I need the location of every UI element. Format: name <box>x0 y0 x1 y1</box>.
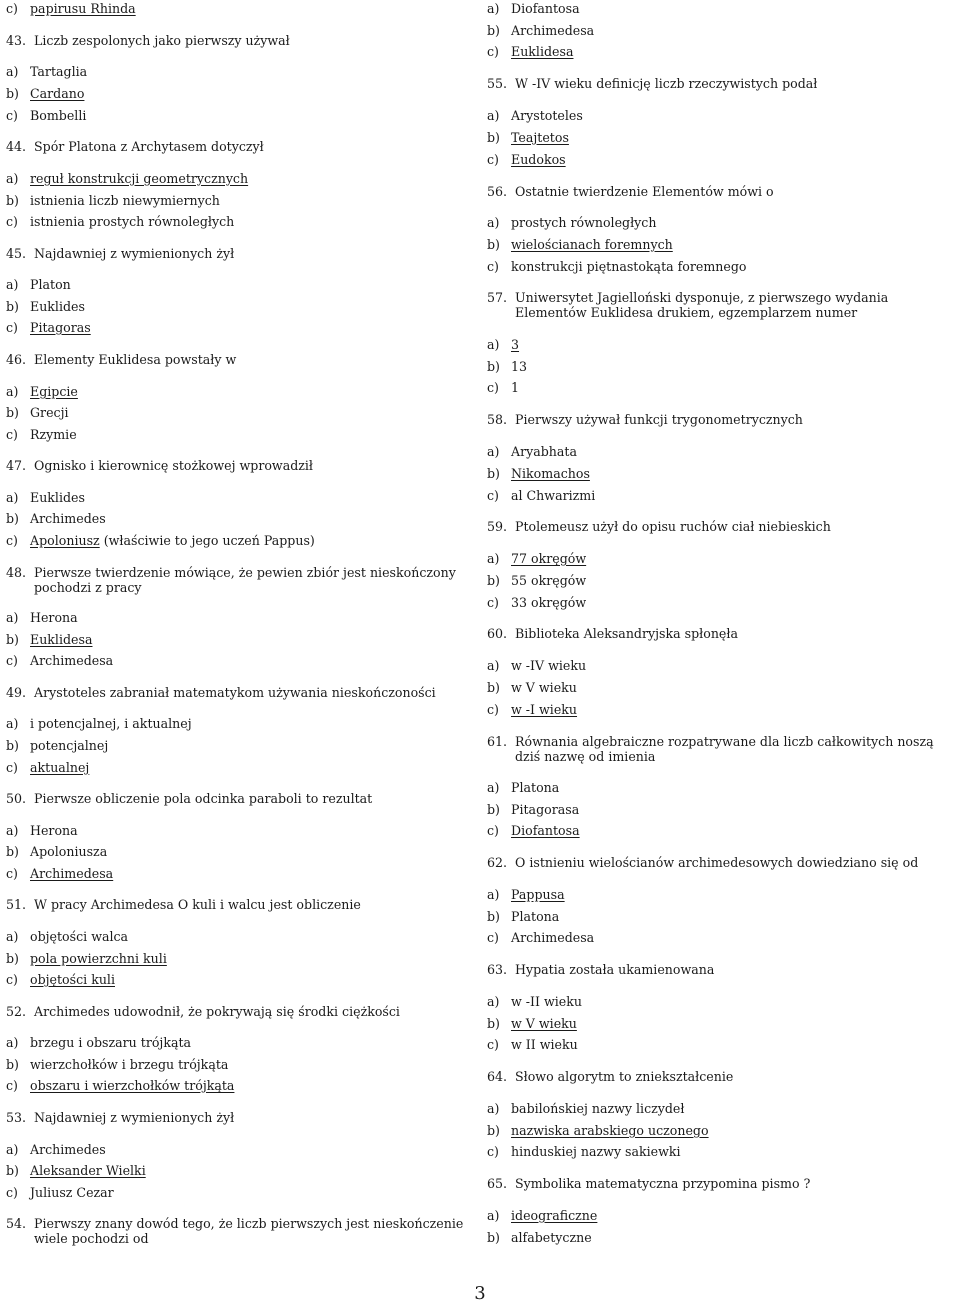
option <box>6 738 108 753</box>
option-letter: a) <box>487 1 500 16</box>
option <box>6 384 78 399</box>
question <box>6 565 468 595</box>
option-letter: a) <box>487 887 500 902</box>
option-text: Nikomachos <box>511 466 590 481</box>
option-text: Platona <box>511 909 560 924</box>
option-letter: b) <box>6 1163 19 1178</box>
option-letter: a) <box>487 658 500 673</box>
option-letter: c) <box>487 380 499 395</box>
option-text: brzegu i obszaru trójkąta <box>30 1035 192 1050</box>
option-text: Eudokos <box>511 152 566 167</box>
option-letter: c) <box>6 214 18 229</box>
option <box>6 320 91 335</box>
option-text: Diofantosa <box>511 823 580 838</box>
option <box>487 823 580 838</box>
option-text: hinduskiej nazwy sakiewki <box>511 1144 681 1159</box>
question-text: Słowo algorytm to zniekształcenie <box>515 1069 734 1084</box>
option-text: Euklidesa <box>30 632 93 647</box>
option-letter: a) <box>6 490 19 505</box>
option-text: Pappusa <box>511 887 565 902</box>
option-letter: a) <box>6 929 19 944</box>
question-number: 60. <box>487 626 508 641</box>
option <box>6 610 78 625</box>
option-text: 3 <box>511 337 520 352</box>
option-text: Archimedesa <box>30 653 114 668</box>
option <box>487 1208 597 1223</box>
question-number: 57. <box>487 290 508 305</box>
option-letter: a) <box>6 823 19 838</box>
option <box>6 214 234 229</box>
option <box>487 658 586 673</box>
option-text: Platona <box>511 780 560 795</box>
option-letter: b) <box>487 573 500 588</box>
option-text: potencjalnej <box>30 738 109 753</box>
option-letter: c) <box>6 1185 18 1200</box>
option-letter: c) <box>6 533 18 548</box>
option-letter: a) <box>487 444 500 459</box>
option-text: papirusu Rhinda <box>30 1 136 16</box>
option-text: Euklides <box>30 490 85 505</box>
question-number: 48. <box>6 565 27 580</box>
option-letter: c) <box>487 595 499 610</box>
question <box>6 685 436 700</box>
option-text: w -I wieku <box>511 702 578 717</box>
option-text: w V wieku <box>511 680 577 695</box>
option-text: 77 okręgów <box>511 551 587 566</box>
option-letter: c) <box>6 653 18 668</box>
option-letter: b) <box>487 1230 500 1245</box>
option-text: 1 <box>511 380 520 395</box>
option-letter: c) <box>6 1 18 16</box>
option <box>6 951 167 966</box>
question-number: 58. <box>487 412 508 427</box>
question-text: Najdawniej z wymienionych żył <box>34 246 235 261</box>
question-number: 55. <box>487 76 508 91</box>
option <box>6 716 192 731</box>
option-text: w II wieku <box>511 1037 578 1052</box>
option <box>487 1144 681 1159</box>
question-text: Pierwsze twierdzenie mówiące, że pewien zbiór jest nieskończony pochodzi z pracy <box>34 565 456 595</box>
option-text: w -II wieku <box>511 994 582 1009</box>
option-text: Archimedesa <box>30 866 114 881</box>
option <box>487 466 590 481</box>
option <box>487 1037 578 1052</box>
option-letter: c) <box>487 930 499 945</box>
option <box>6 972 115 987</box>
option-letter: a) <box>6 64 19 79</box>
question-text: Najdawniej z wymienionych żył <box>34 1110 235 1125</box>
option-text: Pitagoras <box>30 320 91 335</box>
option-text: konstrukcji piętnastokąta foremnego <box>511 259 747 274</box>
question-number: 64. <box>487 1069 508 1084</box>
option <box>487 780 559 795</box>
option <box>6 511 106 526</box>
option <box>487 573 586 588</box>
option-text: Archimedes <box>30 1142 106 1157</box>
option-letter: b) <box>487 23 500 38</box>
option-letter: c) <box>487 44 499 59</box>
question <box>6 33 290 48</box>
question <box>487 962 714 977</box>
option-letter: b) <box>487 1123 500 1138</box>
option-text: istnienia liczb niewymiernych <box>30 193 220 208</box>
option-text: 55 okręgów <box>511 573 587 588</box>
option-letter: a) <box>487 1208 500 1223</box>
option <box>6 1185 114 1200</box>
question-text: Spór Platona z Archytasem dotyczył <box>34 139 264 154</box>
option-text: Tartaglia <box>30 64 88 79</box>
question <box>6 791 372 806</box>
option-text: alfabetyczne <box>511 1230 592 1245</box>
option <box>6 866 113 881</box>
option-text: w -IV wieku <box>511 658 587 673</box>
option-text: Archimedesa <box>511 930 595 945</box>
option-text: Herona <box>30 823 78 838</box>
option <box>6 533 315 548</box>
option-text: Cardano <box>30 86 85 101</box>
question <box>487 76 817 91</box>
question-text: Arystoteles zabraniał matematykom używania nieskończoności <box>34 685 436 700</box>
question <box>6 897 361 912</box>
option <box>6 108 86 123</box>
question-text: Symbolika matematyczna przypomina pismo ? <box>515 1176 811 1191</box>
option-letter: c) <box>487 823 499 838</box>
option-text: Euklidesa <box>511 44 574 59</box>
option <box>6 653 113 668</box>
question-text: Pierwsze obliczenie pola odcinka paraboli to rezultat <box>34 791 373 806</box>
option-letter: c) <box>487 488 499 503</box>
option-letter: b) <box>487 237 500 252</box>
option-text: Euklides <box>30 299 85 314</box>
option-text: Juliusz Cezar <box>30 1185 114 1200</box>
option-text: aktualnej <box>30 760 90 775</box>
option <box>487 259 747 274</box>
question-number: 49. <box>6 685 27 700</box>
option-letter: a) <box>487 994 500 1009</box>
option-letter: a) <box>6 171 19 186</box>
option-letter: c) <box>6 866 18 881</box>
option-text: Aryabhata <box>511 444 577 459</box>
question <box>6 458 313 473</box>
option-text: prostych równoległych <box>511 215 657 230</box>
option-letter: a) <box>487 215 500 230</box>
option-text: Arystoteles <box>511 108 583 123</box>
question-number: 44. <box>6 139 27 154</box>
option <box>487 359 527 374</box>
option <box>6 427 77 442</box>
option-text: reguł konstrukcji geometrycznych <box>30 171 249 186</box>
option <box>487 488 595 503</box>
option <box>6 490 85 505</box>
question <box>487 1176 810 1191</box>
option <box>6 193 220 208</box>
question <box>487 734 957 764</box>
option-letter: c) <box>487 152 499 167</box>
question-text: Uniwersytet Jagielloński dysponuje, z pierwszego wydania Elementów Euklidesa drukiem, egzemplarzem numer <box>515 290 889 320</box>
question <box>6 246 234 261</box>
option <box>487 802 579 817</box>
question-text: Pierwszy używał funkcji trygonometrycznych <box>515 412 803 427</box>
option-text: Herona <box>30 610 78 625</box>
option-letter: a) <box>6 716 19 731</box>
option-text: Bombelli <box>30 108 87 123</box>
question-text: Ognisko i kierownicę stożkowej wprowadził <box>34 458 314 473</box>
option-letter: b) <box>6 299 19 314</box>
option-text: objętości kuli <box>30 972 115 987</box>
question-text: W -IV wieku definicję liczb rzeczywistych podał <box>515 76 818 91</box>
option-letter: b) <box>487 466 500 481</box>
option-text: Apoloniusza <box>30 844 108 859</box>
question-text: Archimedes udowodnił, że pokrywają się środki ciężkości <box>34 1004 400 1019</box>
question <box>487 412 803 427</box>
question <box>487 1069 733 1084</box>
question <box>487 519 831 534</box>
option <box>487 1123 709 1138</box>
question-number: 54. <box>6 1216 27 1231</box>
option-text: wielościanach foremnych <box>511 237 673 252</box>
option <box>487 237 673 252</box>
option-text: Pitagorasa <box>511 802 580 817</box>
option-text: Archimedesa <box>511 23 595 38</box>
question-number: 63. <box>487 962 508 977</box>
option-letter: b) <box>487 359 500 374</box>
question-text: Elementy Euklidesa powstały w <box>34 352 237 367</box>
option-letter: b) <box>6 193 19 208</box>
question <box>6 352 236 367</box>
option-letter: c) <box>6 1078 18 1093</box>
option <box>6 299 85 314</box>
question-number: 47. <box>6 458 27 473</box>
option-letter: b) <box>487 680 500 695</box>
question-number: 56. <box>487 184 508 199</box>
question-text: Pierwszy znany dowód tego, że liczb pierwszych jest nieskończenie wiele pochodzi od <box>34 1216 464 1246</box>
option <box>487 23 594 38</box>
option-text: Diofantosa <box>511 1 580 16</box>
option-text: Platon <box>30 277 71 292</box>
option <box>6 1057 228 1072</box>
option-letter: c) <box>487 702 499 717</box>
option <box>6 277 71 292</box>
option-text: objętości walca <box>30 929 129 944</box>
page-number: 3 <box>474 1283 486 1304</box>
option-text: w V wieku <box>511 1016 577 1031</box>
option-letter: c) <box>6 760 18 775</box>
option-text: al Chwarizmi <box>511 488 596 503</box>
option-letter: b) <box>6 1057 19 1072</box>
option <box>487 337 519 352</box>
question-text: W pracy Archimedesa O kuli i walcu jest obliczenie <box>34 897 361 912</box>
question-number: 53. <box>6 1110 27 1125</box>
question-text: Ptolemeusz użył do opisu ruchów ciał niebieskich <box>515 519 831 534</box>
option-letter: a) <box>6 277 19 292</box>
option <box>487 1101 684 1116</box>
option <box>6 405 69 420</box>
option-letter: b) <box>6 405 19 420</box>
option-text: i potencjalnej, i aktualnej <box>30 716 192 731</box>
option-letter: a) <box>487 1101 500 1116</box>
option-letter: c) <box>6 108 18 123</box>
option-letter: a) <box>6 384 19 399</box>
option-text: nazwiska arabskiego uczonego <box>511 1123 709 1138</box>
option-text: Apoloniusz <box>30 533 100 548</box>
option-letter: c) <box>6 320 18 335</box>
option-letter: b) <box>6 844 19 859</box>
question <box>487 626 738 641</box>
question-number: 45. <box>6 246 27 261</box>
option-text: obszaru i wierzchołków trójkąta <box>30 1078 235 1093</box>
option-letter: a) <box>487 551 500 566</box>
option <box>487 930 594 945</box>
option <box>6 1163 146 1178</box>
option-text: 33 okręgów <box>511 595 587 610</box>
question-text: Hypatia została ukamienowana <box>515 962 715 977</box>
question-number: 61. <box>487 734 508 749</box>
option <box>487 887 565 902</box>
option <box>487 152 566 167</box>
question-number: 50. <box>6 791 27 806</box>
option <box>487 444 577 459</box>
question-number: 52. <box>6 1004 27 1019</box>
option-text: Aleksander Wielki <box>30 1163 146 1178</box>
option <box>6 171 248 186</box>
option-text: istnienia prostych równoległych <box>30 214 235 229</box>
option-text: Grecji <box>30 405 69 420</box>
option-letter: b) <box>487 1016 500 1031</box>
option <box>6 86 84 101</box>
option-text: Egipcie <box>30 384 78 399</box>
option-letter: a) <box>487 108 500 123</box>
option-text: babilońskiej nazwy liczydeł <box>511 1101 685 1116</box>
question-text: O istnieniu wielościanów archimedesowych dowiedziano się od <box>515 855 919 870</box>
option-text: Rzymie <box>30 427 77 442</box>
question-number: 46. <box>6 352 27 367</box>
question <box>487 290 955 320</box>
option-text: ideograficzne <box>511 1208 598 1223</box>
option-letter: a) <box>487 780 500 795</box>
question-text: Liczb zespolonych jako pierwszy używał <box>34 33 290 48</box>
question <box>6 1110 234 1125</box>
option <box>487 1016 577 1031</box>
question-number: 62. <box>487 855 508 870</box>
option <box>6 844 107 859</box>
option-letter: c) <box>487 1144 499 1159</box>
option-letter: b) <box>6 951 19 966</box>
option <box>487 595 586 610</box>
question <box>6 1216 470 1246</box>
option <box>487 380 519 395</box>
option-letter: c) <box>487 1037 499 1052</box>
question-text: Ostatnie twierdzenie Elementów mówi o <box>515 184 774 199</box>
option-letter: b) <box>6 511 19 526</box>
option-letter: a) <box>6 610 19 625</box>
option-letter: a) <box>487 337 500 352</box>
option <box>487 702 577 717</box>
option-letter: b) <box>6 632 19 647</box>
option-letter: a) <box>6 1035 19 1050</box>
option-letter: b) <box>6 86 19 101</box>
option-text: pola powierzchni kuli <box>30 951 167 966</box>
option-letter: b) <box>487 130 500 145</box>
option-text: wierzchołków i brzegu trójkąta <box>30 1057 229 1072</box>
question-text: Biblioteka Aleksandryjska spłonęła <box>515 626 738 641</box>
option <box>6 1 136 16</box>
option <box>487 1230 592 1245</box>
option <box>487 215 656 230</box>
option <box>487 130 569 145</box>
question-number: 43. <box>6 33 27 48</box>
question <box>487 184 774 199</box>
question-text: Równania algebraiczne rozpatrywane dla liczb całkowitych noszą dziś nazwę od imienia <box>515 734 934 764</box>
option-note: (właściwie to jego uczeń Pappus) <box>99 533 315 548</box>
option <box>6 632 92 647</box>
question <box>487 855 918 870</box>
option <box>487 994 582 1009</box>
question <box>6 1004 400 1019</box>
option <box>487 551 586 566</box>
option-letter: b) <box>487 909 500 924</box>
option-letter: c) <box>6 427 18 442</box>
option-letter: b) <box>487 802 500 817</box>
option-text: 13 <box>511 359 528 374</box>
option <box>6 929 128 944</box>
option-letter: a) <box>6 1142 19 1157</box>
question-number: 51. <box>6 897 27 912</box>
option <box>487 1 580 16</box>
option <box>487 680 577 695</box>
option <box>6 1142 106 1157</box>
option <box>6 1078 234 1093</box>
option <box>6 1035 191 1050</box>
option-letter: b) <box>6 738 19 753</box>
option-letter: c) <box>6 972 18 987</box>
question-number: 65. <box>487 1176 508 1191</box>
option-letter: c) <box>487 259 499 274</box>
question <box>6 139 264 154</box>
option <box>487 909 559 924</box>
option-text: Teajtetos <box>511 130 569 145</box>
option-text: Archimedes <box>30 511 106 526</box>
option <box>6 64 87 79</box>
option <box>6 760 89 775</box>
option <box>487 44 573 59</box>
option <box>6 823 78 838</box>
question-number: 59. <box>487 519 508 534</box>
option <box>487 108 583 123</box>
